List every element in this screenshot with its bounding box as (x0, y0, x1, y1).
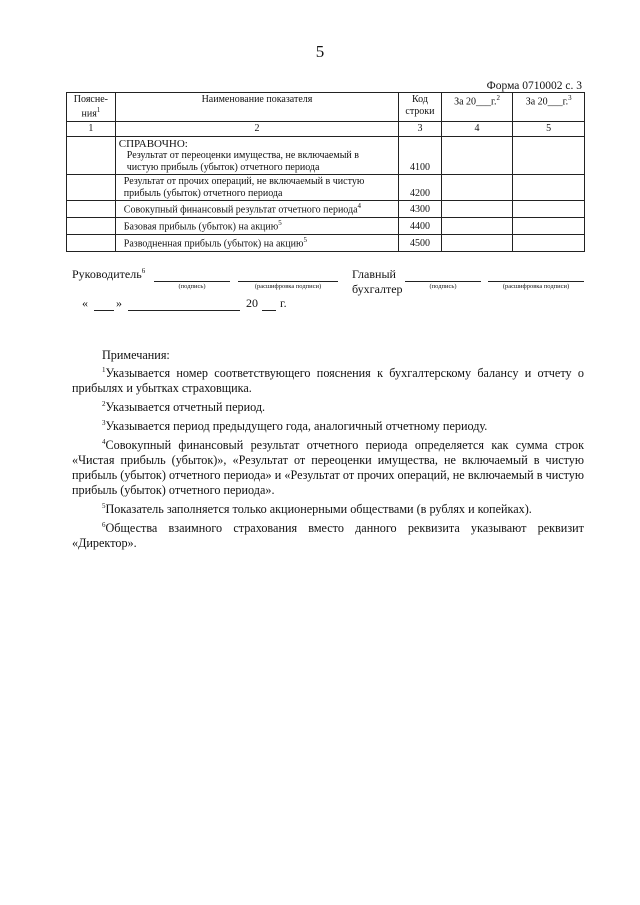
footnote-marker: 2 (496, 94, 500, 102)
notes-title: Примечания: (102, 348, 170, 362)
chief-accountant-label-1: Главный (352, 267, 396, 281)
table-row (67, 217, 585, 234)
footnote-marker: 5 (303, 235, 307, 244)
column-number: 3 (399, 122, 442, 137)
header-previous-period (513, 93, 585, 122)
footnote-marker: 6 (141, 267, 146, 275)
date-quote-open: « (82, 296, 88, 310)
row-value-current[interactable] (441, 175, 513, 201)
explanation-cell (67, 201, 116, 218)
chief-name-caption: (расшифровка подписи) (502, 283, 570, 290)
header-indicator-name: Наименование показателя (115, 93, 398, 122)
row-name (115, 234, 398, 251)
note-text: Указывается отчетный период. (105, 400, 266, 415)
note-item (72, 397, 584, 415)
table-row (67, 201, 585, 218)
footnote-marker: 1 (96, 105, 101, 114)
column-number: 5 (513, 122, 585, 137)
page-number: 5 (315, 42, 325, 61)
row-name (115, 217, 398, 234)
footnote-marker: 1 (102, 366, 106, 374)
chief-name-line[interactable] (488, 269, 584, 282)
row-code: 4100 (399, 136, 442, 175)
date-year-line[interactable] (262, 298, 276, 311)
note-text: Указывается номер соответствующего пояснения к бухгалтерскому балансу и отчету о прибылях и убытках страховщика. (72, 366, 584, 396)
explanation-cell (67, 175, 116, 201)
footnote-marker: 3 (568, 94, 572, 102)
row-value-previous[interactable] (513, 136, 585, 175)
form-code: Форма 0710002 с. 3 (486, 80, 582, 92)
row-value-previous[interactable] (513, 234, 585, 251)
row-code: 4200 (399, 175, 442, 201)
row-name-text: Совокупный финансовый результат отчетного периода (123, 204, 358, 216)
date-quote-close: » (116, 296, 122, 310)
footnote-marker: 5 (278, 218, 282, 227)
date-day-line[interactable] (94, 298, 114, 311)
footnote-marker: 2 (102, 400, 106, 409)
row-value-previous[interactable] (513, 175, 585, 201)
note-text: Указывается период предыдущего года, аналогичный отчетному периоду. (105, 419, 488, 434)
head-label (72, 267, 145, 282)
head-signature-line[interactable] (154, 269, 230, 282)
row-value-previous[interactable] (513, 201, 585, 218)
header-explanations (67, 93, 116, 122)
column-numbers-row (67, 122, 585, 137)
table-row (67, 136, 585, 175)
header-current-period-label: За 20___г. (454, 96, 497, 108)
explanation-cell (67, 136, 116, 175)
row-name (115, 201, 398, 218)
row-name-text: Разводненная прибыль (убыток) на акцию (123, 238, 304, 250)
header-explanations-label: Поясне-ния (73, 94, 108, 119)
head-signature-caption: (подпись) (178, 283, 206, 290)
notes-section (72, 348, 584, 552)
row-name-text: Базовая прибыль (убыток) на акцию (123, 221, 279, 233)
row-code: 4500 (399, 234, 442, 251)
row-code: 4300 (399, 201, 442, 218)
row-value-current[interactable] (441, 234, 513, 251)
row-value-current[interactable] (441, 217, 513, 234)
column-number: 1 (67, 122, 116, 137)
head-name-line[interactable] (238, 269, 338, 282)
report-table (66, 92, 585, 252)
note-text: Общества взаимного страхования вместо данного реквизита указывают реквизит «Директор». (72, 521, 584, 551)
note-item (72, 499, 584, 517)
note-item (72, 518, 584, 551)
chief-signature-caption: (подпись) (429, 283, 457, 290)
column-number: 2 (115, 122, 398, 137)
table-row (67, 234, 585, 251)
row-name (115, 136, 398, 175)
table-header-row (67, 93, 585, 122)
date-year-prefix: 20 (246, 296, 258, 310)
row-value-previous[interactable] (513, 217, 585, 234)
note-text: Показатель заполняется только акционерными обществами (в рублях и копейках). (105, 502, 532, 517)
chief-signature-line[interactable] (405, 269, 481, 282)
header-previous-period-label: За 20___г. (525, 96, 569, 108)
section-title: СПРАВОЧНО: (118, 137, 188, 150)
header-current-period (441, 93, 513, 122)
row-code: 4400 (399, 217, 442, 234)
head-label-text: Руководитель (72, 267, 142, 281)
date-month-line[interactable] (128, 298, 240, 311)
row-value-current[interactable] (441, 136, 513, 175)
date-year-suffix: г. (280, 296, 287, 310)
row-name: Результат от прочих операций, не включаемый в чистую прибыль (убыток) отчетного периода (115, 175, 398, 201)
chief-accountant-label-2: бухгалтер (352, 282, 403, 296)
explanation-cell (67, 234, 116, 251)
footnote-marker: 4 (102, 438, 106, 447)
note-item (72, 416, 584, 434)
header-line-code: Код строки (399, 93, 442, 122)
row-name-text: Результат от переоценки имущества, не включаемый в чистую прибыль (убыток) отчетного периода (126, 150, 359, 173)
footnote-marker: 4 (357, 202, 362, 211)
column-number: 4 (441, 122, 513, 137)
table-row (67, 175, 585, 201)
explanation-cell (67, 217, 116, 234)
footnote-marker: 3 (102, 419, 106, 428)
note-item (72, 435, 584, 498)
footnote-marker: 5 (102, 502, 106, 511)
head-name-caption: (расшифровка подписи) (254, 283, 322, 290)
row-value-current[interactable] (441, 201, 513, 218)
footnote-marker: 6 (102, 521, 106, 530)
note-item (72, 363, 584, 396)
note-text: Совокупный финансовый результат отчетного периода определяется как сумма строк «Чистая прибыль (убыток)», «Результат от переоценки имущества, не включаемый в чистую прибыль (убыток) отчетного периода» и «Результат от прочих операций, не включаемый в чистую прибыль (убыток) отчетного периода». (72, 438, 584, 498)
